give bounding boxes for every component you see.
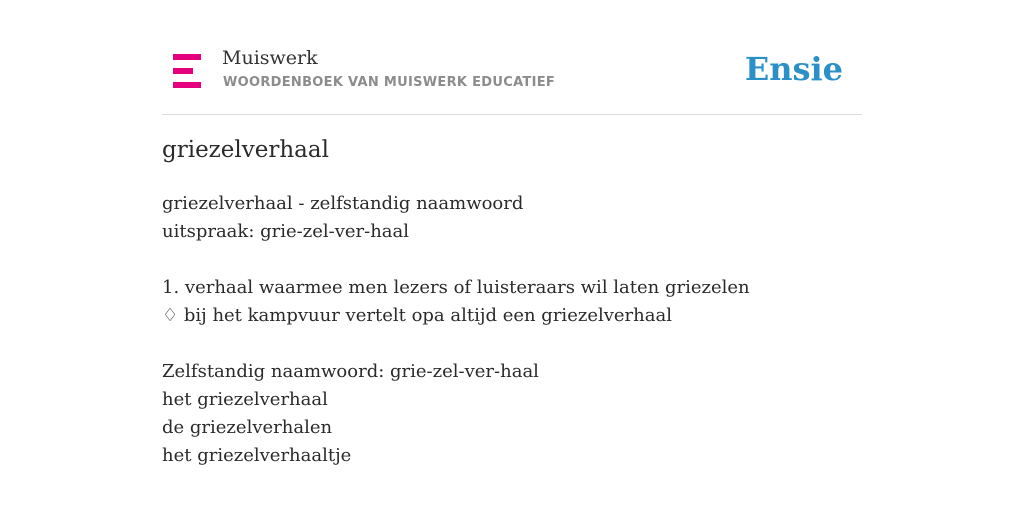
blank-line (162, 330, 750, 358)
blank-line (162, 246, 750, 274)
entry-content (162, 190, 750, 470)
entry-singular-form: het griezelverhaal (162, 389, 328, 410)
entry-pronunciation-line: uitspraak: grie-zel-ver-haal (162, 221, 410, 242)
entry-definition-line: 1. verhaal waarmee men lezers of luisteraars wil laten griezelen (162, 277, 750, 298)
entry-title: griezelverhaal (162, 137, 329, 163)
muiswerk-logo-icon (173, 54, 201, 88)
entry-example-line: ♢ bij het kampvuur vertelt opa altijd een griezelverhaal (162, 305, 672, 326)
brand-name[interactable]: Muiswerk (222, 47, 318, 69)
brand-subtitle: WOORDENBOEK VAN MUISWERK EDUCATIEF (223, 75, 556, 90)
entry-diminutive-form: het griezelverhaaltje (162, 445, 352, 466)
entry-noun-hyphenation-line: Zelfstandig naamwoord: grie-zel-ver-haal (162, 361, 539, 382)
entry-word-class-line: griezelverhaal - zelfstandig naamwoord (162, 193, 524, 214)
header (162, 44, 862, 115)
ensie-logo-link[interactable]: Ensie (744, 50, 843, 88)
entry-plural-form: de griezelverhalen (162, 417, 333, 438)
